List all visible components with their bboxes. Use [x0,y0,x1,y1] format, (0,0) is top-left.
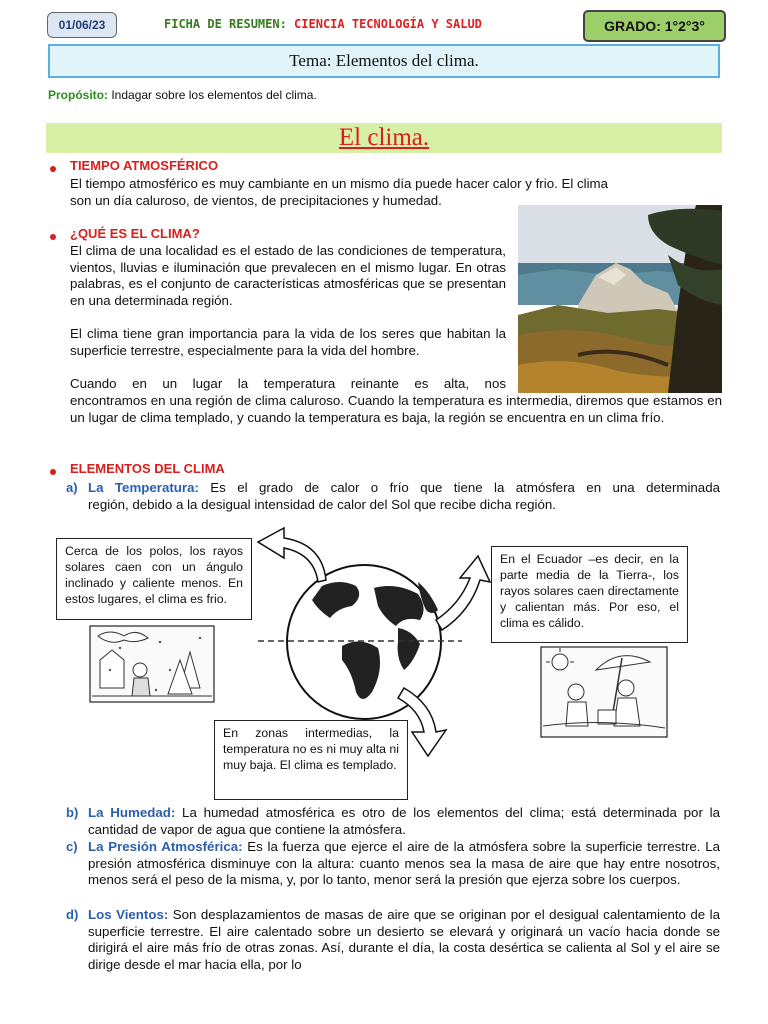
globe-icon [258,565,462,719]
purpose-label: Propósito: [48,88,108,102]
item-letter-d: d) [66,907,79,922]
item-term-humedad: La Humedad: [88,805,176,820]
item-b-paragraph [88,805,720,838]
item-a-text-1: Es el grado de calor o frío que tiene la atmósfera en una determinada [198,480,720,495]
title-prefix: FICHA DE RESUMEN: [164,17,295,31]
bullet-icon [50,166,56,172]
section-heading-tiempo: TIEMPO ATMOSFÉRICO [70,158,219,173]
beach-illustration-icon [541,647,667,737]
bullet-icon [50,234,56,240]
cold-weather-illustration-icon [90,626,214,702]
main-title-banner [46,123,722,153]
item-term-presion: La Presión Atmosférica: [88,839,243,854]
date-badge: 01/06/23 [47,12,117,38]
que-es-paragraph-1: El clima de una localidad es el estado de las condiciones de temperatura, vientos, lluvias e iluminación que prevalecen en el mismo lugar. En otras palabras, es el conjunto de características atmosféricas que se presentan en una determinada región. [70,243,506,308]
item-a-line-1 [88,480,720,497]
que-es-paragraph-3-start: Cuando en un lugar la temperatura reinante es alta, nos [70,376,506,391]
climate-zones-diagram [0,520,768,810]
item-a-line-2: región, debido a la desigual intensidad de calor del Sol que recibe dicha región. [88,497,556,512]
que-es-paragraph-3-rest: encontramos en una región de clima caluroso. Cuando la temperatura es intermedia, diremos que estamos en un lugar de clima templado, y cuando la temperatura es baja, la región se encuentra en un clima frío. [70,393,722,425]
grade-badge: GRADO: 1°2°3° [583,10,726,42]
coastal-landscape-photo [518,205,722,393]
purpose-text: Indagar sobre los elementos del clima. [111,88,317,102]
item-letter-c: c) [66,839,78,854]
item-letter-b: b) [66,805,79,820]
section-heading-elementos: ELEMENTOS DEL CLIMA [70,461,225,476]
item-c-paragraph [88,839,720,889]
main-title: El clima. [338,124,430,151]
item-c-text: Es la fuerza que ejerce el aire de la atmósfera sobre la superficie terrestre. La presión atmosférica disminuye con la altura: cuanto menos sea la masa de aire que hay entre nosotros, menos será el peso de la misma, y, por lo tanto, menor será la presión que ejerza sobre los cuerpos. [88,839,721,888]
subject-name: CIENCIA TECNOLOGÍA Y SALUD [294,17,482,31]
item-d-paragraph [88,907,720,973]
tiempo-line-2: son un día caluroso, de vientos, de precipitaciones y humedad. [70,192,442,208]
section-heading-que-es: ¿QUÉ ES EL CLIMA? [70,226,200,241]
arrow-to-polos-icon [258,528,326,582]
que-es-paragraph-2: El clima tiene gran importancia para la vida de los seres que habitan la superficie terrestre, especialmente para la vida del hombre. [70,326,506,358]
callout-zonas-intermedias: En zonas intermedias, la temperatura no es ni muy alta ni muy baja. El clima es templado. [214,720,408,800]
tiempo-line-1: El tiempo atmosférico es muy cambiante en un mismo día puede hacer calor y frio. El clima [70,176,609,191]
item-letter-a: a) [66,480,78,495]
arrow-to-intermedias-icon [398,688,446,756]
arrow-to-ecuador-icon [436,556,490,630]
item-term-temperatura: La Temperatura: [88,480,199,495]
topic-box: Tema: Elementos del clima. [48,44,720,78]
worksheet-title [164,17,482,31]
callout-polos: Cerca de los polos, los rayos solares caen con un ángulo inclinado y caliente menos. En estos lugares, el clima es frio. [56,538,252,620]
purpose-line [48,88,317,102]
callout-ecuador: En el Ecuador –es decir, en la parte media de la Tierra-, los rayos solares caen directamente y calientan más. Por eso, el clima es cálido. [491,546,688,643]
item-term-vientos: Los Vientos: [88,907,169,922]
item-d-text: Son desplazamientos de masas de aire que se originan por el desigual calentamiento de la superficie terrestre. El aire calentado sobre un desierto se elevará y originará un vacío hacia donde se dirigirá el aire más frío de otras zonas. Así, durante el día, la costa desértica se calienta al Sol y el aire se dirige desde el mar hacia ella, por lo [88,907,720,972]
bullet-icon [50,469,56,475]
item-b-text: La humedad atmosférica es otro de los elementos del clima; está determinada por la cantidad de vapor de agua que contiene la atmósfera. [88,805,720,837]
